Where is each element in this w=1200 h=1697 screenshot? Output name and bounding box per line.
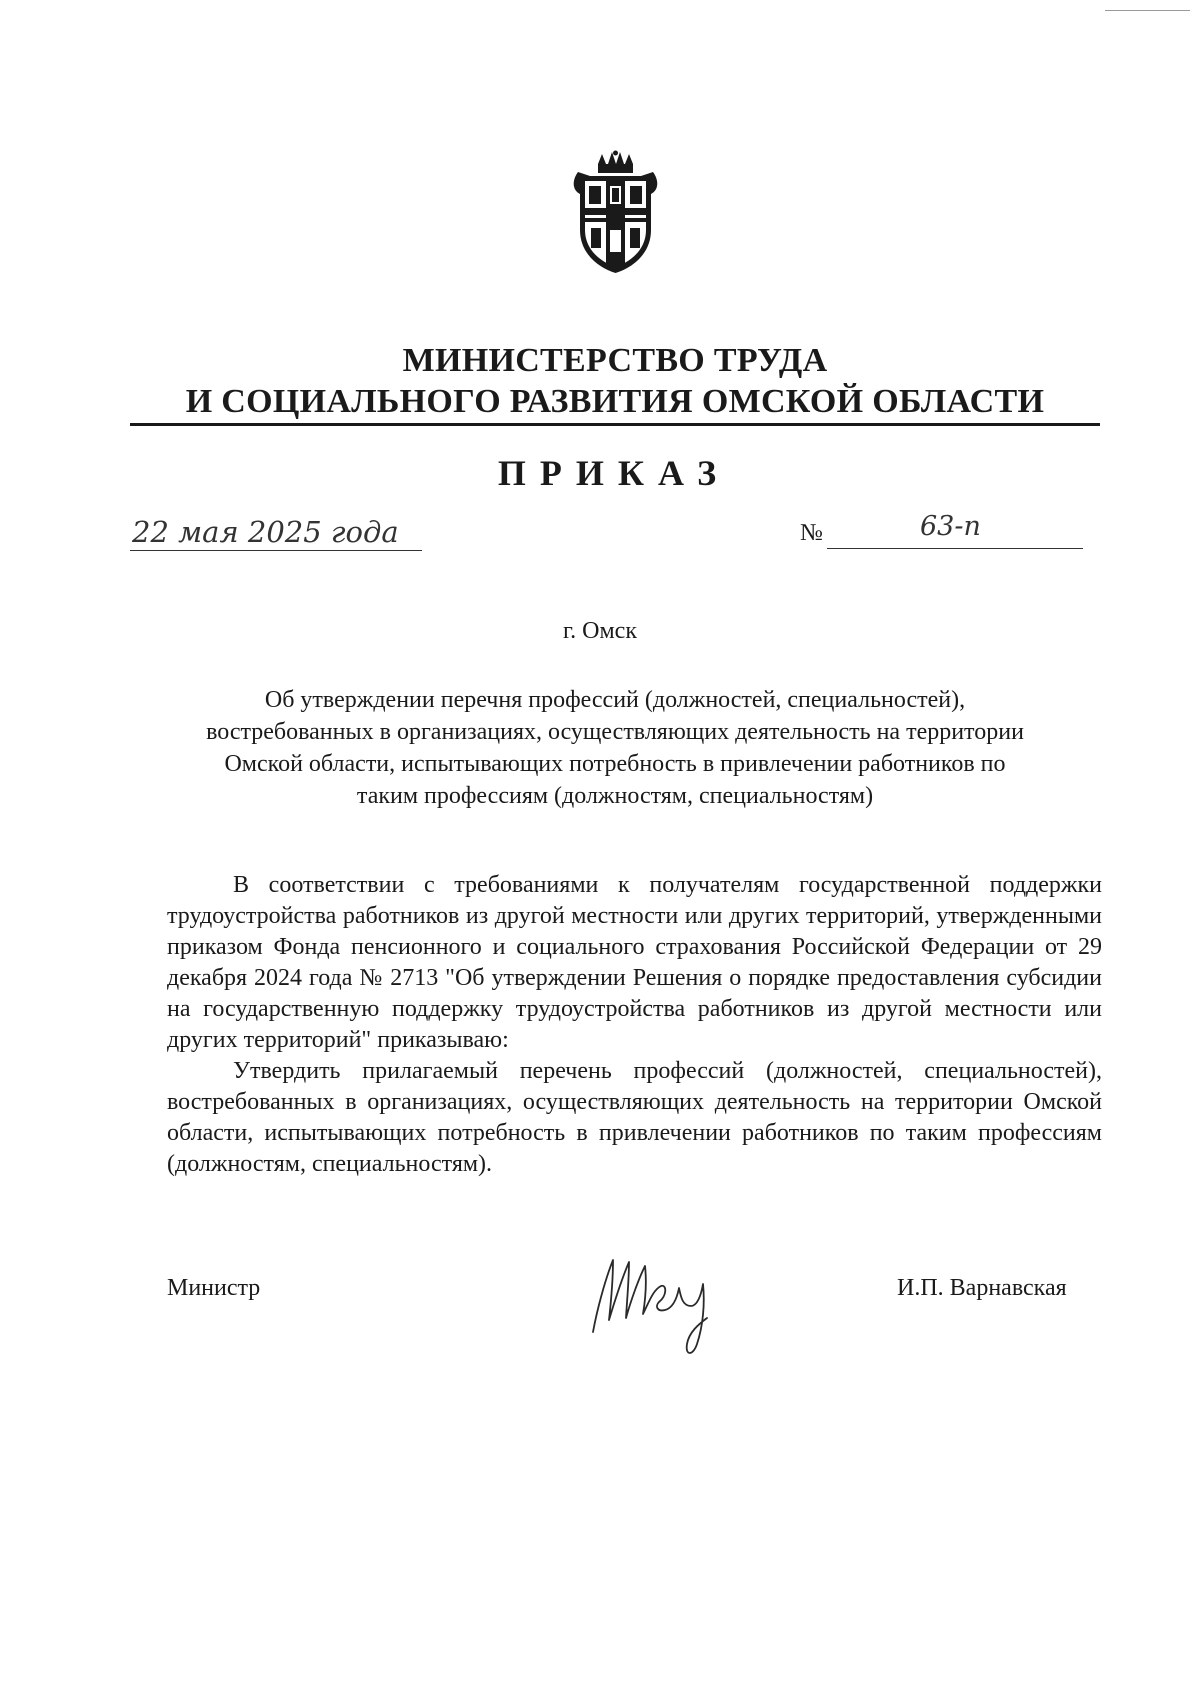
body-paragraph: Утвердить прилагаемый перечень профессий (должностей, специальностей), востребованных в организациях, осуществляющих деятельность на территории Омской области, испытывающих потребность в привлечении работников по таким профессиям (должностям, специальностям). — [167, 1058, 1102, 1177]
organization-name-line1: МИНИСТЕРСТВО ТРУДА — [402, 342, 828, 379]
body-paragraph: В соответствии с требованиями к получателям государственной поддержки трудоустройства работников из другой местности или других территорий, утвержденными приказом Фонда пенсионного и социального страхования Российской Федерации от 29 декабря 2024 года № 2713 "Об утверждении Решения о порядке предоставления субсидии на государственную поддержку трудоустройства работников из другой местности или других территорий" приказываю: — [167, 872, 1102, 1053]
signatory-title: Министр — [167, 1275, 261, 1301]
signature-icon — [583, 1240, 733, 1360]
date-underline — [130, 550, 422, 551]
subject-line: Омской области, испытывающих потребность в привлечении работников по — [224, 751, 1006, 777]
subject-line: востребованных в организациях, осуществляющих деятельность на территории — [206, 719, 1024, 745]
city: г. Омск — [563, 618, 637, 644]
document-type: ПРИКАЗ — [497, 453, 731, 493]
handwritten-number: 63-п — [920, 511, 981, 542]
handwritten-date: 22 мая 2025 года — [132, 515, 399, 549]
scan-edge-mark — [1105, 10, 1190, 11]
subject-line: Об утверждении перечня профессий (должностей, специальностей), — [264, 687, 966, 713]
document-subject — [130, 684, 1100, 812]
coat-of-arms-icon — [568, 150, 663, 275]
organization-name-line2: И СОЦИАЛЬНОГО РАЗВИТИЯ ОМСКОЙ ОБЛАСТИ — [185, 383, 1045, 420]
subject-line: таким профессиям (должностям, специальностям) — [356, 783, 874, 809]
signatory-name: И.П. Варнавская — [897, 1275, 1067, 1301]
document-body — [167, 870, 1102, 1180]
number-underline — [827, 548, 1083, 549]
header-rule — [130, 423, 1100, 426]
number-sign: № — [800, 520, 823, 546]
